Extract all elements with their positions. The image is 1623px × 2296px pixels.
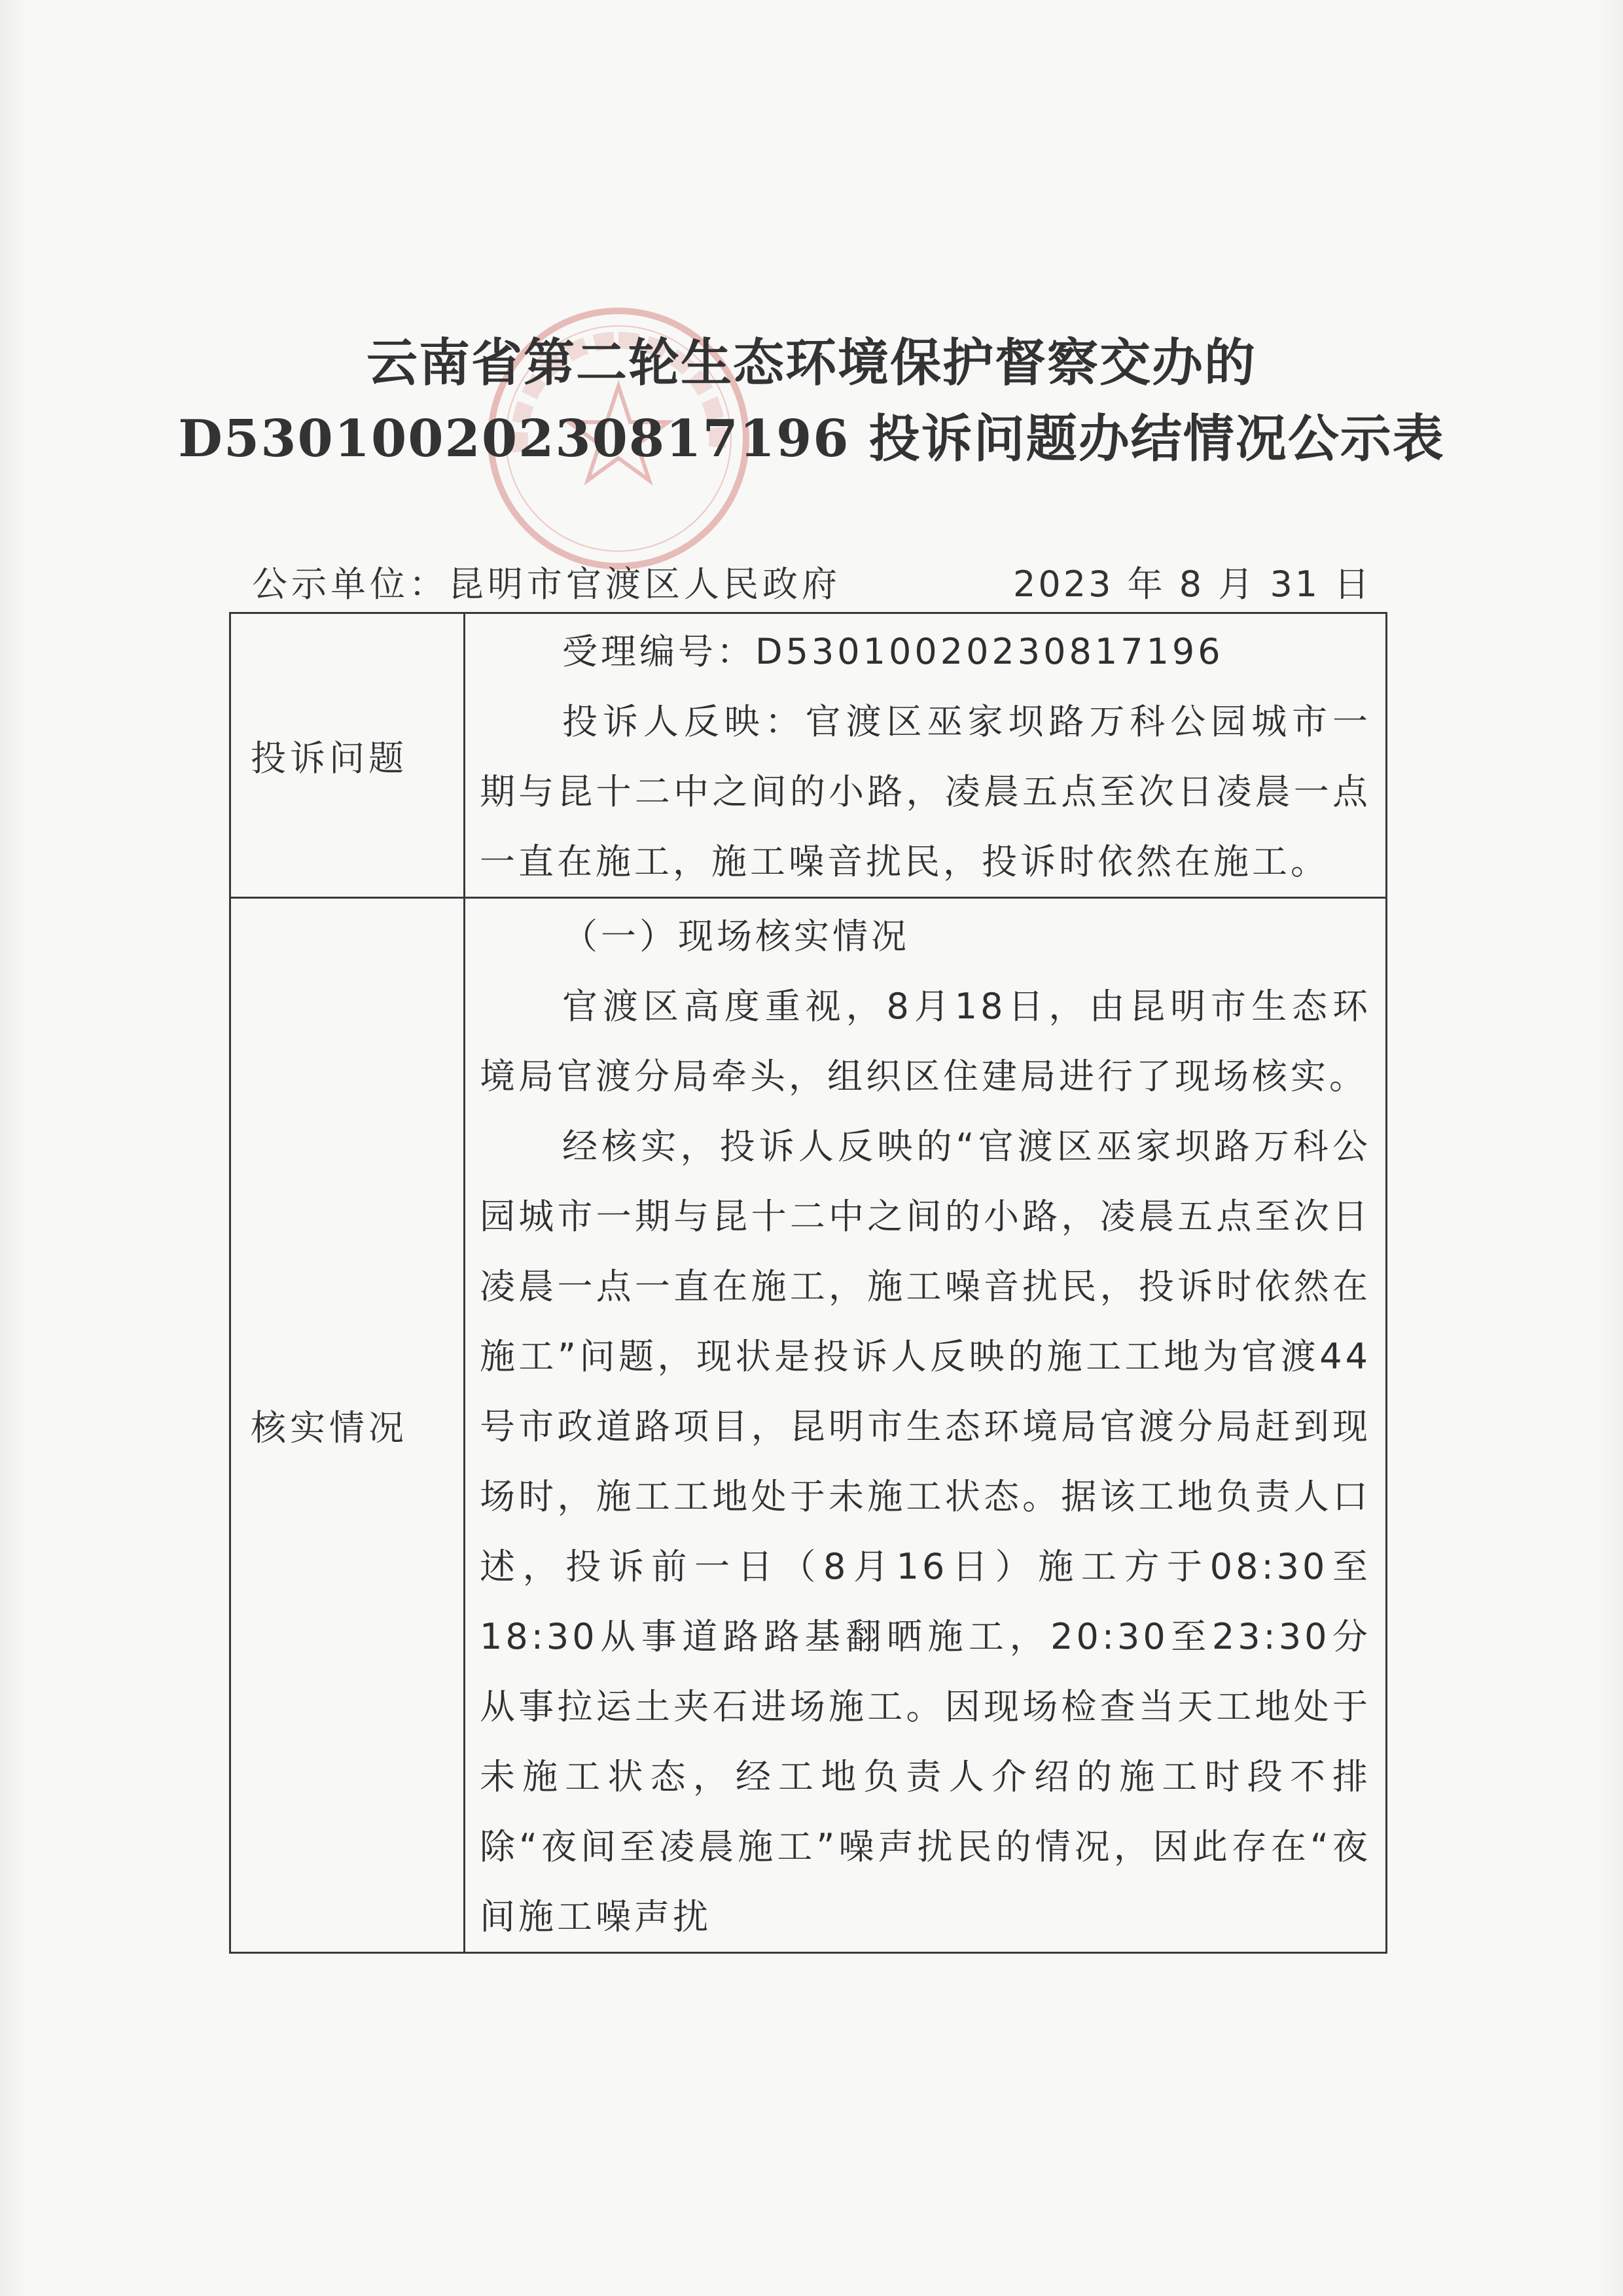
complaint-table bbox=[229, 612, 1387, 1954]
section-heading: （一）现场核实情况 bbox=[562, 916, 910, 957]
verification-paragraph-1: 官渡区高度重视，8月18日，由昆明市生态环境局官渡分局牵头，组织区住建局进行了现场核实。 bbox=[480, 986, 1371, 1097]
case-number: 受理编号：D53010020230817196 bbox=[562, 631, 1224, 672]
verification-content bbox=[465, 898, 1387, 1953]
complaint-description: 投诉人反映：官渡区巫家坝路万科公园城市一期与昆十二中之间的小路，凌晨五点至次日凌晨一点一直在施工，施工噪音扰民，投诉时依然在施工。 bbox=[480, 701, 1371, 882]
verification-paragraph-2: 经核实，投诉人反映的“官渡区巫家坝路万科公园城市一期与昆十二中之间的小路，凌晨五点至次日凌晨一点一直在施工，施工噪音扰民，投诉时依然在施工”问题，现状是投诉人反映的施工工地为官渡44号市政道路项目，昆明市生态环境局官渡分局赶到现场时，施工工地处于未施工状态。据该工地负责人口述，投诉前一日（8月16日）施工方于08:30至18:30从事道路路基翻晒施工，20:30至23:30分从事拉运土夹石进场施工。因现场检查当天工地处于未施工状态，经工地负责人介绍的施工时段不排除“夜间至凌晨施工”噪声扰民的情况，因此存在“夜间施工噪声扰 bbox=[480, 1126, 1371, 1937]
complaint-label: 投诉问题 bbox=[230, 613, 465, 898]
table-row-verification bbox=[230, 898, 1387, 1953]
verification-label: 核实情况 bbox=[230, 898, 465, 1953]
publish-date: 2023 年 8 月 31 日 bbox=[1013, 564, 1372, 605]
complaint-content bbox=[465, 613, 1387, 898]
table-row-complaint bbox=[230, 613, 1387, 898]
document-title-line1: 云南省第二轮生态环境保护督察交办的 bbox=[366, 333, 1257, 393]
publisher-label: 公示单位：昆明市官渡区人民政府 bbox=[252, 564, 841, 605]
document-title-line2: D530100202308171​96 投诉问题办结情况公示表 bbox=[178, 409, 1445, 469]
